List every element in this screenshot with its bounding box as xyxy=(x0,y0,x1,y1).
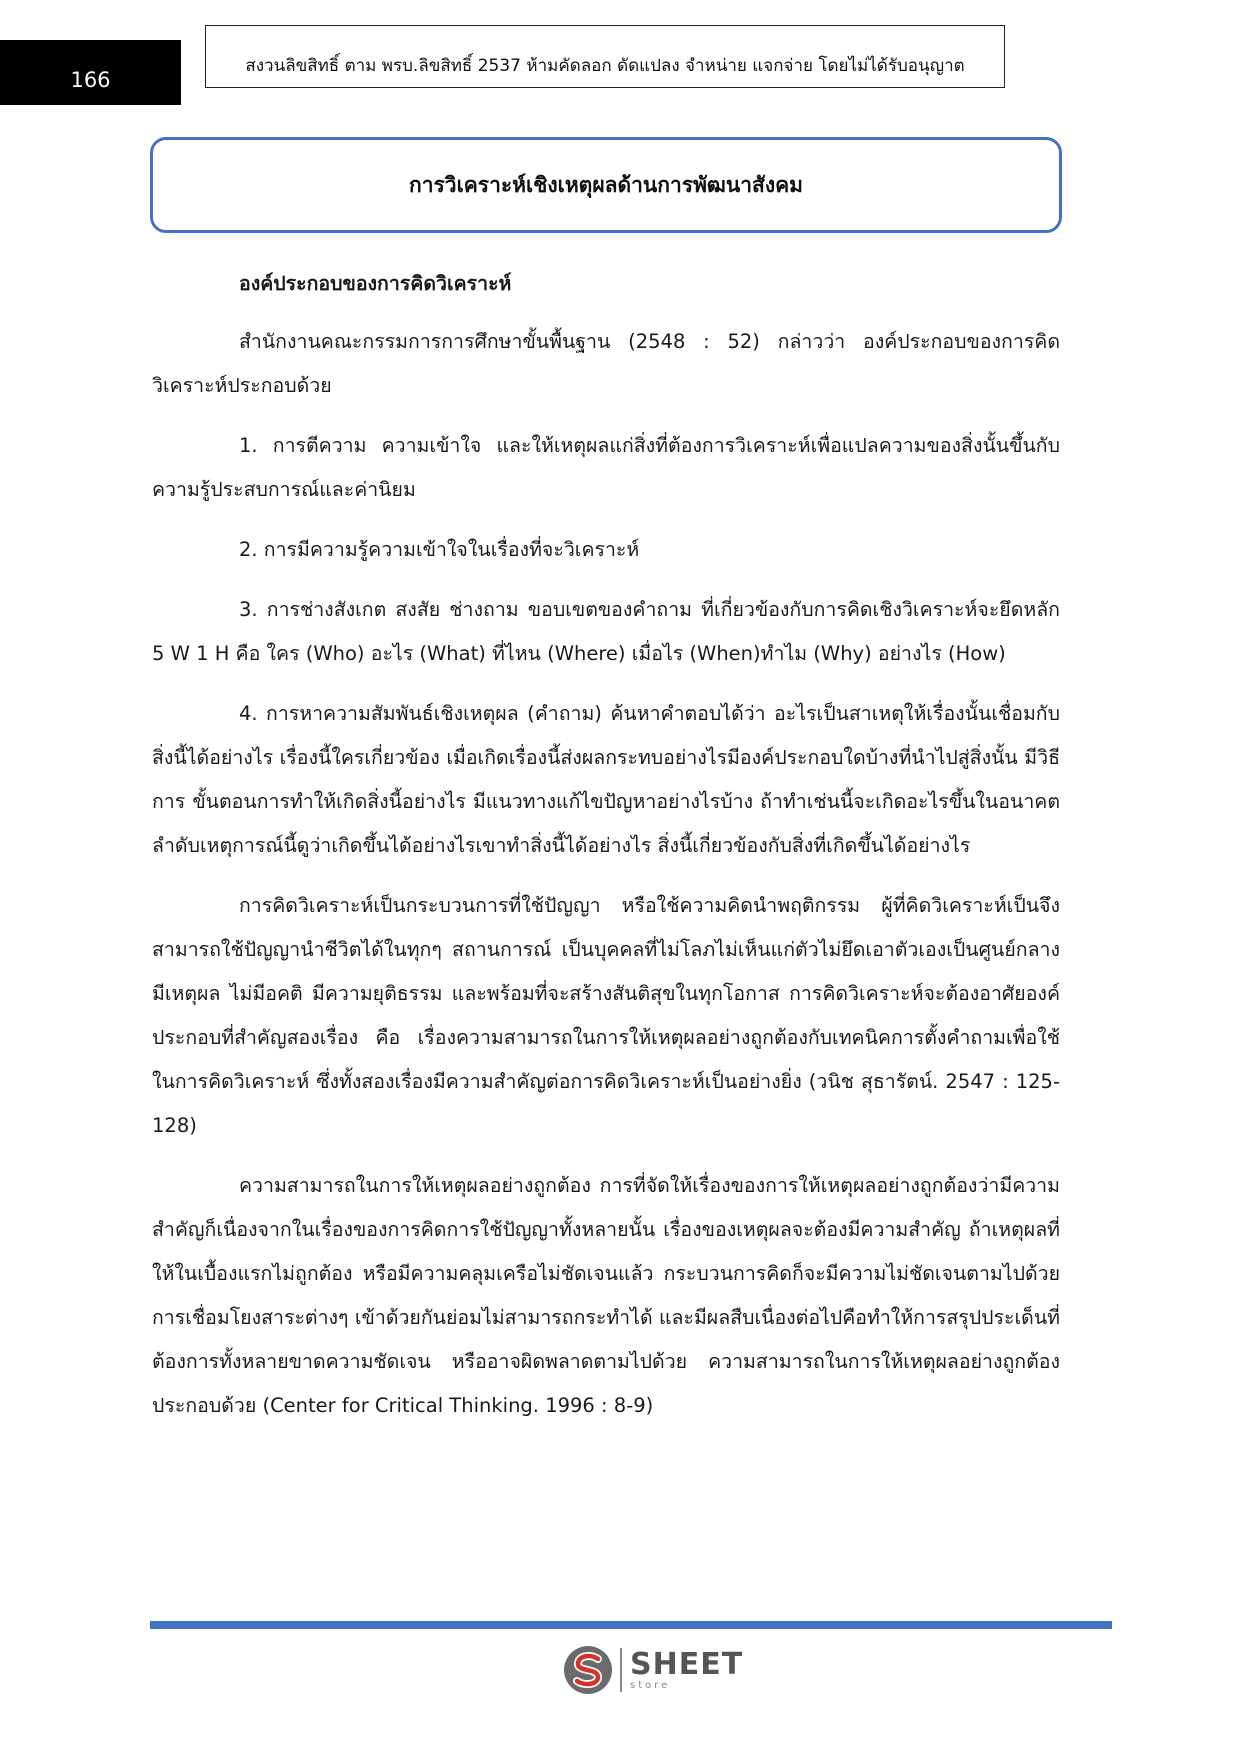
paragraph-reasoning-ability: ความสามารถในการให้เหตุผลอย่างถูกต้อง การที่จัดให้เรื่องของการให้เหตุผลอย่างถูกต้องว่ามีความสำคัญก็เนื่องจากในเรื่องของการคิดการใช้ปัญญาทั้งหลายนั้น เรื่องของเหตุผลจะต้องมีความสำคัญ ถ้าเหตุผลที่ให้ในเบื้องแรกไม่ถูกต้อง หรือมีความคลุมเครือไม่ชัดเจนแล้ว กระบวนการคิดก็จะมีความไม่ชัดเจนตามไปด้วยการเชื่อมโยงสาระต่างๆ เข้าด้วยกันย่อมไม่สามารถกระทำได้ และมีผลสืบเนื่องต่อไปคือทำให้การสรุปประเด็นที่ต้องการทั้งหลายขาดความชัดเจน หรืออาจผิดพลาดตามไปด้วย ความสามารถในการให้เหตุผลอย่างถูกต้องประกอบด้วย (Center for Critical Thinking. 1996 : 8-9) xyxy=(152,1174,1060,1417)
logo-divider xyxy=(620,1648,622,1692)
chapter-title: การวิเคราะห์เชิงเหตุผลด้านการพัฒนาสังคม xyxy=(408,172,803,197)
page-number xyxy=(0,40,181,105)
paragraph-intro: สำนักงานคณะกรรมการการศึกษาขั้นพื้นฐาน (2548 : 52) กล่าวว่า องค์ประกอบของการคิดวิเคราะห์ประกอบด้วย xyxy=(152,330,1060,397)
copyright-notice-box xyxy=(205,25,1005,88)
paragraph-item-2: 2. การมีความรู้ความเข้าใจในเรื่องที่จะวิเคราะห์ xyxy=(239,538,640,561)
paragraph-analytical-thinking: การคิดวิเคราะห์เป็นกระบวนการที่ใช้ปัญญา หรือใช้ความคิดนำพฤติกรรม ผู้ที่คิดวิเคราะห์เป็นจึงสามารถใช้ปัญญานำชีวิตได้ในทุกๆ สถานการณ์ เป็นบุคคลที่ไม่โลภไม่เห็นแก่ตัวไม่ยึดเอาตัวเองเป็นศูนย์กลาง มีเหตุผล ไม่มีอคติ มีความยุติธรรม และพร้อมที่จะสร้างสันติสุขในทุกโอกาส การคิดวิเคราะห์จะต้องอาศัยองค์ประกอบที่สำคัญสองเรื่อง คือ เรื่องความสามารถในการให้เหตุผลอย่างถูกต้องกับเทคนิคการตั้งคำถามเพื่อใช้ในการคิดวิเคราะห์ ซึ่งทั้งสองเรื่องมีความสำคัญต่อการคิดวิเคราะห์เป็นอย่างยิ่ง (วนิช สุธารัตน์. 2547 : 125-128) xyxy=(152,894,1060,1137)
copyright-notice-text: สงวนลิขสิทธิ์ ตาม พรบ.ลิขสิทธิ์ 2537 ห้ามคัดลอก ดัดแปลง จำหน่าย แจกจ่าย โดยไม่ได้รับอนุญาต xyxy=(245,56,965,76)
chapter-title-box xyxy=(150,137,1062,233)
footer-divider xyxy=(150,1621,1112,1629)
logo-sub-text: store xyxy=(630,1679,671,1691)
section-heading: องค์ประกอบของการคิดวิเคราะห์ xyxy=(239,272,512,295)
sheet-logo-icon xyxy=(562,1644,614,1696)
paragraph-item-4: 4. การหาความสัมพันธ์เชิงเหตุผล (คำถาม) ค้นหาคำตอบได้ว่า อะไรเป็นสาเหตุให้เรื่องนั้นเชื่อมกับสิ่งนี้ได้อย่างไร เรื่องนี้ใครเกี่ยวข้อง เมื่อเกิดเรื่องนี้ส่งผลกระทบอย่างไรมีองค์ประกอบใดบ้างที่นำไปสู่สิ่งนั้น มีวิธีการ ขั้นตอนการทำให้เกิดสิ่งนี้อย่างไร มีแนวทางแก้ไขปัญหาอย่างไรบ้าง ถ้าทำเช่นนี้จะเกิดอะไรขึ้นในอนาคต ลำดับเหตุการณ์นี้ดูว่าเกิดขึ้นได้อย่างไรเขาทำสิ่งนี้ได้อย่างไร สิ่งนี้เกี่ยวข้องกับสิ่งที่เกิดขึ้นได้อย่างไร xyxy=(152,702,1060,857)
body-content xyxy=(152,262,1060,1444)
logo-main-text: SHEET xyxy=(630,1646,744,1682)
page-number-text: 166 xyxy=(70,67,111,92)
sheet-store-logo xyxy=(562,1640,743,1700)
logo-wordmark xyxy=(630,1646,744,1691)
paragraph-item-3: 3. การช่างสังเกต สงสัย ช่างถาม ขอบเขตของคำถาม ที่เกี่ยวข้องกับการคิดเชิงวิเคราะห์จะยึดหลัก 5 W 1 H คือ ใคร (Who) อะไร (What) ที่ไหน (Where) เมื่อไร (When)ทำไม (Why) อย่างไร (How) xyxy=(152,598,1060,665)
paragraph-item-1: 1. การตีความ ความเข้าใจ และให้เหตุผลแก่สิ่งที่ต้องการวิเคราะห์เพื่อแปลความของสิ่งนั้นขึ้นกับความรู้ประสบการณ์และค่านิยม xyxy=(152,434,1060,501)
